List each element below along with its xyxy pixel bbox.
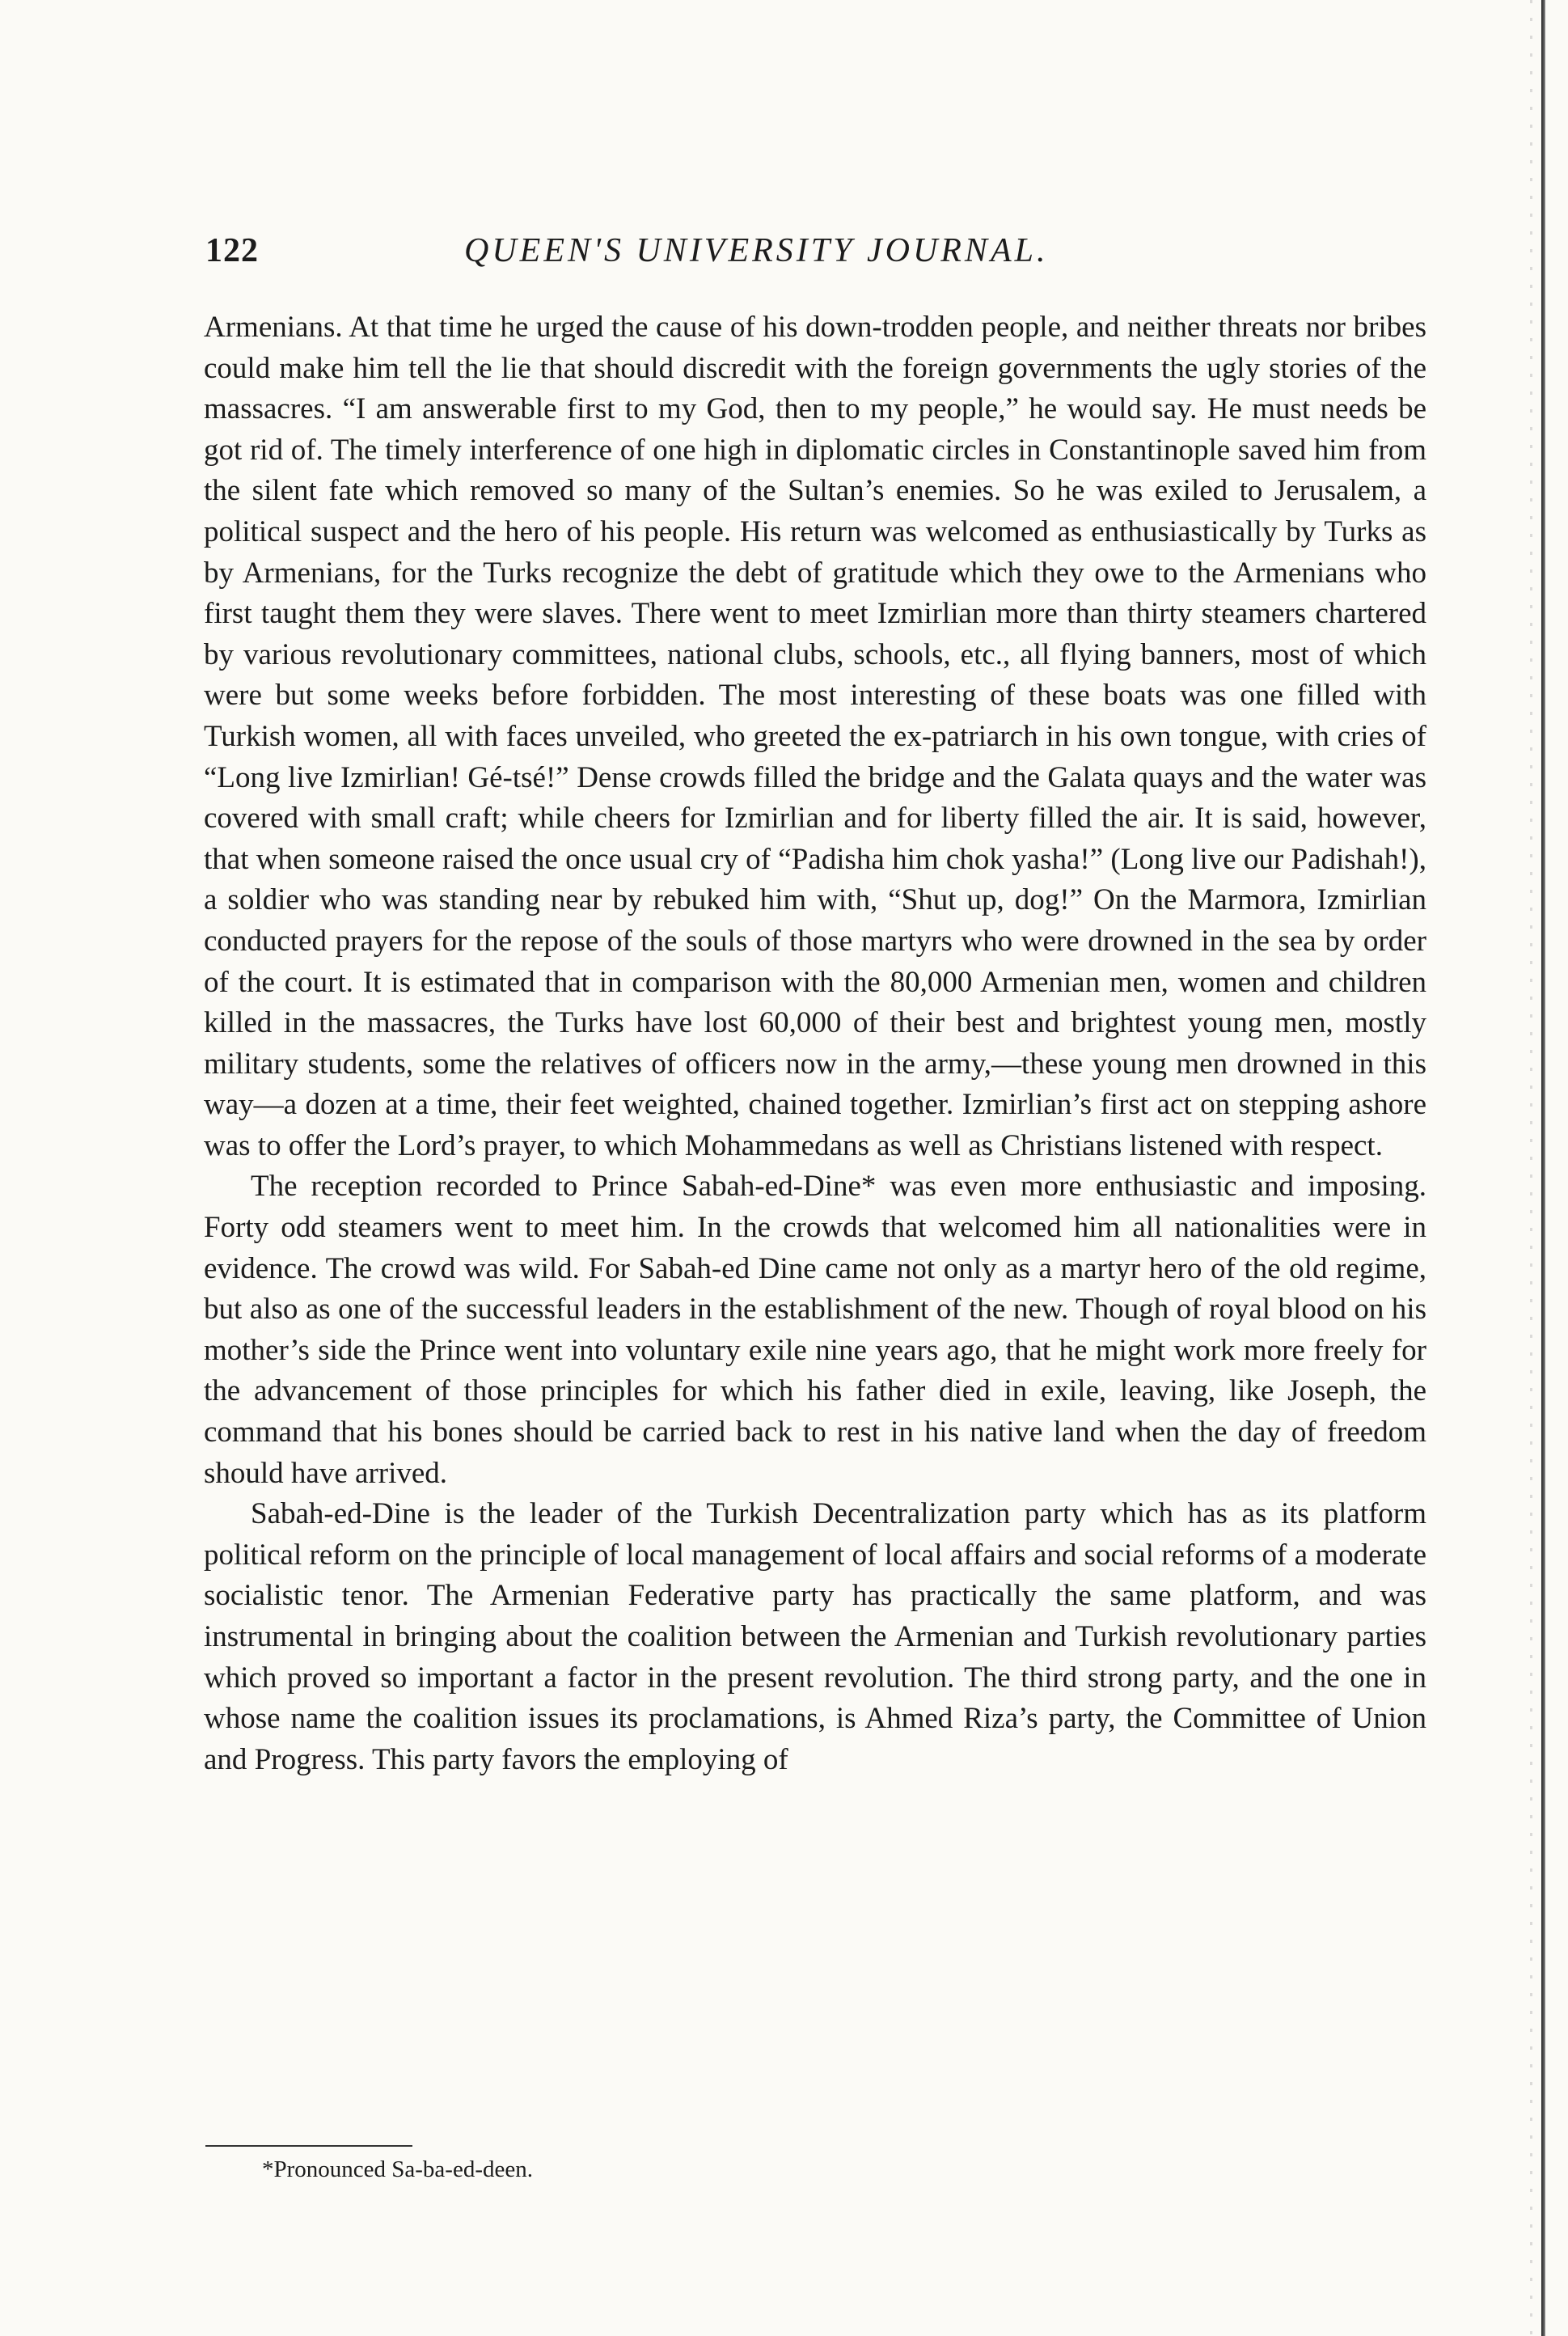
article-body bbox=[204, 307, 1426, 1780]
footnote-rule bbox=[205, 2145, 412, 2147]
binding-shadow bbox=[1530, 0, 1532, 2336]
paragraph-3: Sabah-ed-Dine is the leader of the Turkish Decentralization party which has as its platform political reform on the principle of local management of local affairs and social reforms of a moderate socialistic tenor. The Armenian Federative party has practically the same platform, and was instrumental in bringing about the coalition between the Armenian and Turkish revolutionary parties which proved so important a factor in the present revolution. The third strong party, and the one in whose name the coalition issues its proclamations, is Ahmed Riza’s party, the Committee of Union and Progress. This party favors the employing of bbox=[204, 1497, 1426, 1776]
page-number: 122 bbox=[205, 232, 259, 269]
page-header bbox=[205, 231, 1426, 280]
page-binding-edge bbox=[1541, 0, 1545, 2336]
footnote: *Pronounced Sa-ba-ed-deen. bbox=[262, 2156, 533, 2182]
paragraph-2: The reception recorded to Prince Sabah-ed-Dine* was even more enthusiastic and imposing. Forty odd steamers went to meet him. In the crowds that welcomed him all nationalities were in evidence. The crowd was wild. For Sabah-ed Dine came not only as a martyr hero of the old regime, but also as one of the successful leaders in the establishment of the new. Though of royal blood on his mother’s side the Prince went into voluntary exile nine years ago, that he might work more freely for the advancement of those principles for which his father died in exile, leaving, like Joseph, the command that his bones should be carried back to rest in his native land when the day of freedom should have arrived. bbox=[204, 1170, 1426, 1490]
running-title: QUEEN'S UNIVERSITY JOURNAL. bbox=[464, 232, 1049, 269]
paragraph-1: Armenians. At that time he urged the cause of his down-trodden people, and neither threats nor bribes could make him tell the lie that should discredit with the foreign governments the ugly stories of the massacres. “I am answerable first to my God, then to my people,” he would say. He must needs be got rid of. The timely interference of one high in diplomatic circles in Constantinople saved him from the silent fate which removed so many of the Sultan’s enemies. So he was exiled to Jerusalem, a political suspect and the hero of his people. His return was welcomed as enthusiastically by Turks as by Armenians, for the Turks recognize the debt of gratitude which they owe to the Armenians who first taught them they were slaves. There went to meet Izmirlian more than thirty steamers chartered by various revolutionary committees, national clubs, schools, etc., all flying banners, most of which were but some weeks before forbidden. The most interesting of these boats was one filled with Turkish women, all with faces unveiled, who greeted the ex-patriarch in his own tongue, with cries of “Long live Izmirlian! Gé-tsé!” Dense crowds filled the bridge and the Galata quays and the water was covered with small craft; while cheers for Izmirlian and for liberty filled the air. It is said, however, that when someone raised the once usual cry of “Padisha him chok yasha!” (Long live our Padishah!), a soldier who was standing near by rebuked him with, “Shut up, dog!” On the Marmora, Izmirlian conducted prayers for the repose of the souls of those martyrs who were drowned in the sea by order of the court. It is estimated that in comparison with the 80,000 Armenian men, women and children killed in the massacres, the Turks have lost 60,000 of their best and brightest young men, mostly military students, some the relatives of officers now in the army,—these young men drowned in this way—a dozen at a time, their feet weighted, chained together. Izmirlian’s first act on stepping ashore was to offer the Lord’s prayer, to which Mohammedans as well as Christians listened with respect. bbox=[204, 311, 1426, 1162]
